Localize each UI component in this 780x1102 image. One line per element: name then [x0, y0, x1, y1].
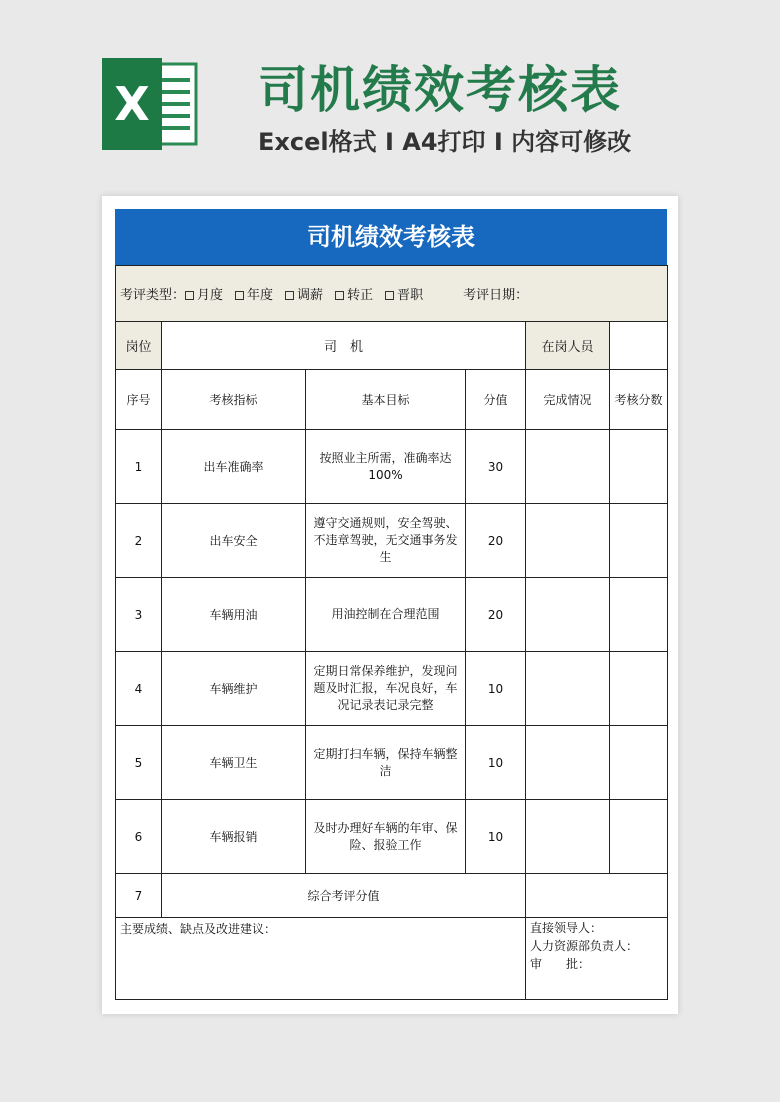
row-indicator: 车辆报销	[162, 800, 306, 874]
eval-type-option[interactable]	[335, 288, 373, 303]
table-row	[116, 652, 668, 726]
row-status[interactable]	[526, 504, 610, 578]
total-value[interactable]	[526, 874, 668, 918]
post-value: 司 机	[162, 322, 526, 370]
table-row	[116, 726, 668, 800]
eval-date-label: 考评日期：	[463, 288, 529, 303]
row-status[interactable]	[526, 652, 610, 726]
row-score: 20	[466, 504, 526, 578]
eval-type-option[interactable]	[185, 288, 223, 303]
row-indicator: 车辆卫生	[162, 726, 306, 800]
form-title: 司机绩效考核表	[115, 209, 667, 265]
footer-row	[116, 918, 668, 1000]
eval-type-option-label: 晋职	[397, 288, 424, 303]
row-indicator: 出车准确率	[162, 430, 306, 504]
staff-value[interactable]	[610, 322, 668, 370]
total-label: 综合考评分值	[162, 874, 526, 918]
eval-meta-cell	[116, 266, 668, 322]
table-row	[116, 430, 668, 504]
row-result[interactable]	[610, 652, 668, 726]
row-target: 定期日常保养维护，发现问题及时汇报，车况良好，车况记录表记录完整	[306, 652, 466, 726]
row-indicator: 车辆用油	[162, 578, 306, 652]
suggestion-cell[interactable]	[116, 918, 526, 1000]
row-score: 10	[466, 800, 526, 874]
signature-cell	[526, 918, 668, 1000]
table-row	[116, 800, 668, 874]
row-no: 6	[116, 800, 162, 874]
staff-label: 在岗人员	[526, 322, 610, 370]
row-indicator: 出车安全	[162, 504, 306, 578]
eval-type-option-label: 年度	[247, 288, 274, 303]
row-target: 定期打扫车辆，保持车辆整洁	[306, 726, 466, 800]
eval-type-option-label: 月度	[197, 288, 224, 303]
row-target: 及时办理好车辆的年审、保险、报验工作	[306, 800, 466, 874]
excel-icon	[100, 58, 200, 150]
row-result[interactable]	[610, 504, 668, 578]
row-no: 2	[116, 504, 162, 578]
signature-approval[interactable]: 审 批：	[530, 957, 591, 971]
excel-letter: X	[114, 77, 150, 131]
row-status[interactable]	[526, 726, 610, 800]
evaluation-form	[115, 209, 667, 1000]
signature-direct-leader[interactable]: 直接领导人：	[530, 921, 603, 935]
checkbox-icon[interactable]	[385, 291, 394, 300]
document-sheet	[102, 196, 678, 1014]
checkbox-icon[interactable]	[185, 291, 194, 300]
row-score: 30	[466, 430, 526, 504]
row-no: 5	[116, 726, 162, 800]
eval-type-option[interactable]	[235, 288, 273, 303]
row-status[interactable]	[526, 430, 610, 504]
signature-hr-head[interactable]: 人力资源部负责人：	[530, 939, 639, 953]
table-row	[116, 578, 668, 652]
page-header	[0, 0, 780, 190]
row-result[interactable]	[610, 430, 668, 504]
column-header-row	[116, 370, 668, 430]
eval-type-option[interactable]	[285, 288, 323, 303]
col-header-target: 基本目标	[306, 370, 466, 430]
row-no: 3	[116, 578, 162, 652]
row-no: 4	[116, 652, 162, 726]
row-status[interactable]	[526, 800, 610, 874]
checkbox-icon[interactable]	[235, 291, 244, 300]
row-result[interactable]	[610, 726, 668, 800]
row-score: 20	[466, 578, 526, 652]
checkbox-icon[interactable]	[335, 291, 344, 300]
row-result[interactable]	[610, 800, 668, 874]
row-status[interactable]	[526, 578, 610, 652]
eval-type-label: 考评类型：	[120, 288, 186, 303]
eval-type-option[interactable]	[385, 288, 423, 303]
evaluation-table	[115, 265, 668, 1000]
col-header-indicator: 考核指标	[162, 370, 306, 430]
total-row	[116, 874, 668, 918]
post-row	[116, 322, 668, 370]
total-no: 7	[116, 874, 162, 918]
row-indicator: 车辆维护	[162, 652, 306, 726]
eval-type-options	[185, 288, 435, 303]
eval-type-option-label: 转正	[347, 288, 374, 303]
row-result[interactable]	[610, 578, 668, 652]
table-row	[116, 504, 668, 578]
row-no: 1	[116, 430, 162, 504]
checkbox-icon[interactable]	[285, 291, 294, 300]
row-target: 遵守交通规则，安全驾驶、不违章驾驶，无交通事务发生	[306, 504, 466, 578]
col-header-score: 分值	[466, 370, 526, 430]
row-target: 用油控制在合理范围	[306, 578, 466, 652]
row-score: 10	[466, 652, 526, 726]
eval-meta-row	[116, 266, 668, 322]
page-title: 司机绩效考核表	[258, 61, 622, 119]
row-score: 10	[466, 726, 526, 800]
page-subtitle: Excel格式 Ⅰ A4打印 Ⅰ 内容可修改	[258, 128, 632, 156]
eval-type-option-label: 调薪	[297, 288, 324, 303]
row-target: 按照业主所需，准确率达100%	[306, 430, 466, 504]
suggestion-label: 主要成绩、缺点及改进建议：	[120, 922, 277, 936]
indicator-rows	[116, 430, 668, 874]
col-header-no: 序号	[116, 370, 162, 430]
post-label: 岗位	[116, 322, 162, 370]
col-header-result: 考核分数	[610, 370, 668, 430]
col-header-status: 完成情况	[526, 370, 610, 430]
